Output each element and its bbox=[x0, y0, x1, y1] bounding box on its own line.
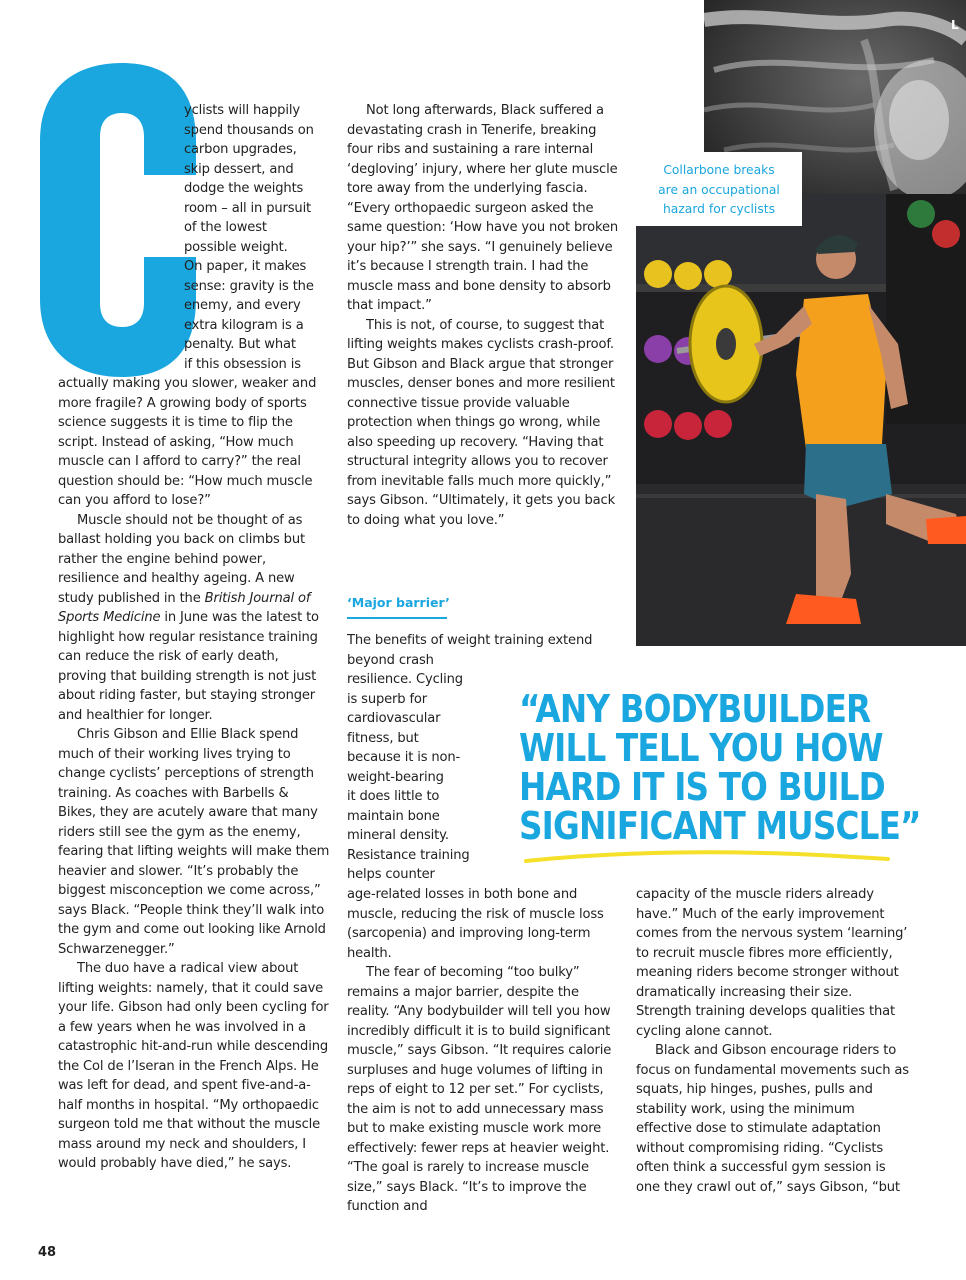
body-line: helps counter bbox=[347, 867, 435, 882]
body-paragraph: Black and Gibson encourage riders to focus on fundamental movements such as squats, hip hinges, pushes, pulls and stability work, using the minimum effective dose to stimulate adaptation without compromising riding. “Cyclists often think a successful gym session is one they crawl out of,” says Gibson, “but bbox=[636, 1043, 909, 1195]
body-paragraph: Not long afterwards, Black suffered a devastating crash in Tenerife, breaking four ribs and sustaining a rare internal ‘degloving’ injury, where her glute muscle tore away from the underlying fascia. “Every orthopaedic surgeon asked the same question: ‘How have you not broken your hip?’” she says. “I genuinely believe it’s because I strength train. I had the muscle mass and bone density to absorb that impact.” bbox=[347, 103, 619, 313]
body-paragraph: capacity of the muscle riders already have.” Much of the early improvement comes from the nervous system ‘learning’ to recruit muscle fibres more efficiently, meaning riders become stronger without dramatically increasing their size. Strength training develops qualities that cycling alone cannot. bbox=[636, 887, 908, 1039]
lead-line: of the lowest bbox=[184, 220, 267, 235]
body-line: Resistance training bbox=[347, 847, 470, 863]
body-line: resilience. Cycling bbox=[347, 672, 463, 687]
subhead-rule bbox=[347, 617, 447, 619]
pull-quote-underline bbox=[524, 845, 890, 867]
lead-line: possible weight. bbox=[184, 239, 288, 255]
body-line: mineral density. bbox=[347, 828, 449, 843]
body-line: fitness, but bbox=[347, 730, 419, 746]
lead-line: enemy, and every bbox=[184, 298, 301, 313]
xray-side-marker: L bbox=[951, 18, 959, 32]
photo-caption bbox=[636, 152, 802, 226]
body-text: in June was the latest to highlight how regular resistance training can reduce the risk of early death, proving that building strength is not just about riding faster, but staying stronger and healthier for longer. bbox=[58, 610, 319, 723]
cyclist-lifting-photo bbox=[636, 194, 966, 646]
pull-quote-line: “ANY BODYBUILDER bbox=[519, 687, 871, 731]
body-line: beyond crash bbox=[347, 652, 434, 668]
lead-line: yclists will happily bbox=[184, 103, 300, 118]
body-paragraph: Chris Gibson and Ellie Black spend much of their working lives trying to change cyclists’ perceptions of strength training. As coaches with Barbells & Bikes, they are acutely aware that many riders still see the gym as the enemy, fearing that lifting weights will make them heavier and slower. “It’s probably the biggest misconception we come across,” says Black. “People think they’ll walk into the gym and come out looking like Arnold Schwarzenegger.” bbox=[58, 727, 330, 957]
lead-line: carbon upgrades, bbox=[184, 142, 297, 157]
section-subhead: ‘Major barrier’ bbox=[347, 595, 450, 610]
body-paragraph: age-related losses in both bone and muscle, reducing the risk of muscle loss (sarcopenia) and improving long-term health. bbox=[347, 887, 604, 961]
body-line: it does little to bbox=[347, 789, 440, 804]
article-column-3 bbox=[636, 885, 911, 1197]
page-number: 48 bbox=[38, 1245, 57, 1260]
body-line: cardiovascular bbox=[347, 711, 441, 726]
body-line: weight-bearing bbox=[347, 769, 444, 785]
body-paragraph: actually making you slower, weaker and more fragile? A growing body of sports science suggests it is time to flip the script. Instead of asking, “How much muscle can I afford to carry?” the real question should be: “How much muscle can you afford to lose?” bbox=[58, 376, 317, 508]
article-column-2 bbox=[347, 101, 619, 530]
article-column-2-lower bbox=[347, 885, 615, 1217]
lead-line: sense: gravity is the bbox=[184, 278, 314, 294]
lead-line: extra kilogram is a bbox=[184, 317, 304, 333]
body-paragraph bbox=[58, 511, 330, 726]
caption-line: Collarbone breaks bbox=[663, 163, 775, 177]
body-text: Muscle should not be thought of as ballast holding you back on climbs but rather the engine behind power, resilience and healthy ageing. A new study published in the bbox=[58, 512, 305, 606]
lead-line: room – all in pursuit bbox=[184, 200, 312, 216]
journal-title: British Journal of Sports Medicine bbox=[58, 590, 311, 625]
body-paragraph: This is not, of course, to suggest that lifting weights makes cyclists crash-proof. But Gibson and Black argue that stronger muscles, denser bones and more resilient connective tissue provide valuable protection when things go wrong, while also speeding up recovery. “Having that structural integrity allows you to recover from inevitable falls much more quickly,” says Gibson. “Ultimately, it gets you back to doing what you love.” bbox=[347, 317, 616, 528]
article-column-1 bbox=[58, 374, 330, 1174]
lead-line: skip dessert, and bbox=[184, 161, 294, 177]
lead-line: penalty. But what bbox=[184, 337, 296, 352]
body-paragraph: The fear of becoming “too bulky” remains a major barrier, despite the reality. “Any bodybuilder will tell you how incredibly difficult it is to build significant muscle,” says Gibson. “It requires calorie surpluses and huge volumes of lifting in reps of eight to 12 per set.” For cyclists, the aim is not to add unnecessary mass but to make existing muscle work more effectively: fewer reps at heavier weight. “The goal is rarely to increase muscle size,” says Black. “It’s to improve the function and bbox=[347, 965, 612, 1214]
body-line: The benefits of weight training extend bbox=[347, 633, 593, 648]
lead-line: if this obsession is bbox=[184, 356, 301, 372]
body-paragraph: The duo have a radical view about lifting weights: namely, that it could save your life. Gibson had only been cycling for a few years when he was involved in a catastrophic hit-and-run while descending the Col de l’Iseran in the French Alps. He was left for dead, and spent five-and-a-half months in hospital. “My orthopaedic surgeon told me that without the muscle mass around my neck and shoulders, I would probably have died,” he says. bbox=[58, 961, 329, 1171]
caption-line: are an occupational bbox=[658, 182, 780, 197]
pull-quote-line: HARD IT IS TO BUILD bbox=[519, 765, 885, 809]
lead-line: spend thousands on bbox=[184, 122, 314, 138]
drop-cap-letter bbox=[36, 63, 208, 377]
body-line: is superb for bbox=[347, 691, 428, 707]
body-line: maintain bone bbox=[347, 808, 440, 824]
body-line: because it is non- bbox=[347, 750, 461, 765]
pull-quote-line: WILL TELL YOU HOW bbox=[519, 726, 883, 770]
lead-line: dodge the weights bbox=[184, 181, 304, 196]
pull-quote bbox=[519, 687, 921, 848]
caption-line: hazard for cyclists bbox=[663, 202, 775, 216]
lead-line: On paper, it makes bbox=[184, 259, 307, 274]
pull-quote-line: SIGNIFICANT MUSCLE” bbox=[519, 804, 921, 848]
